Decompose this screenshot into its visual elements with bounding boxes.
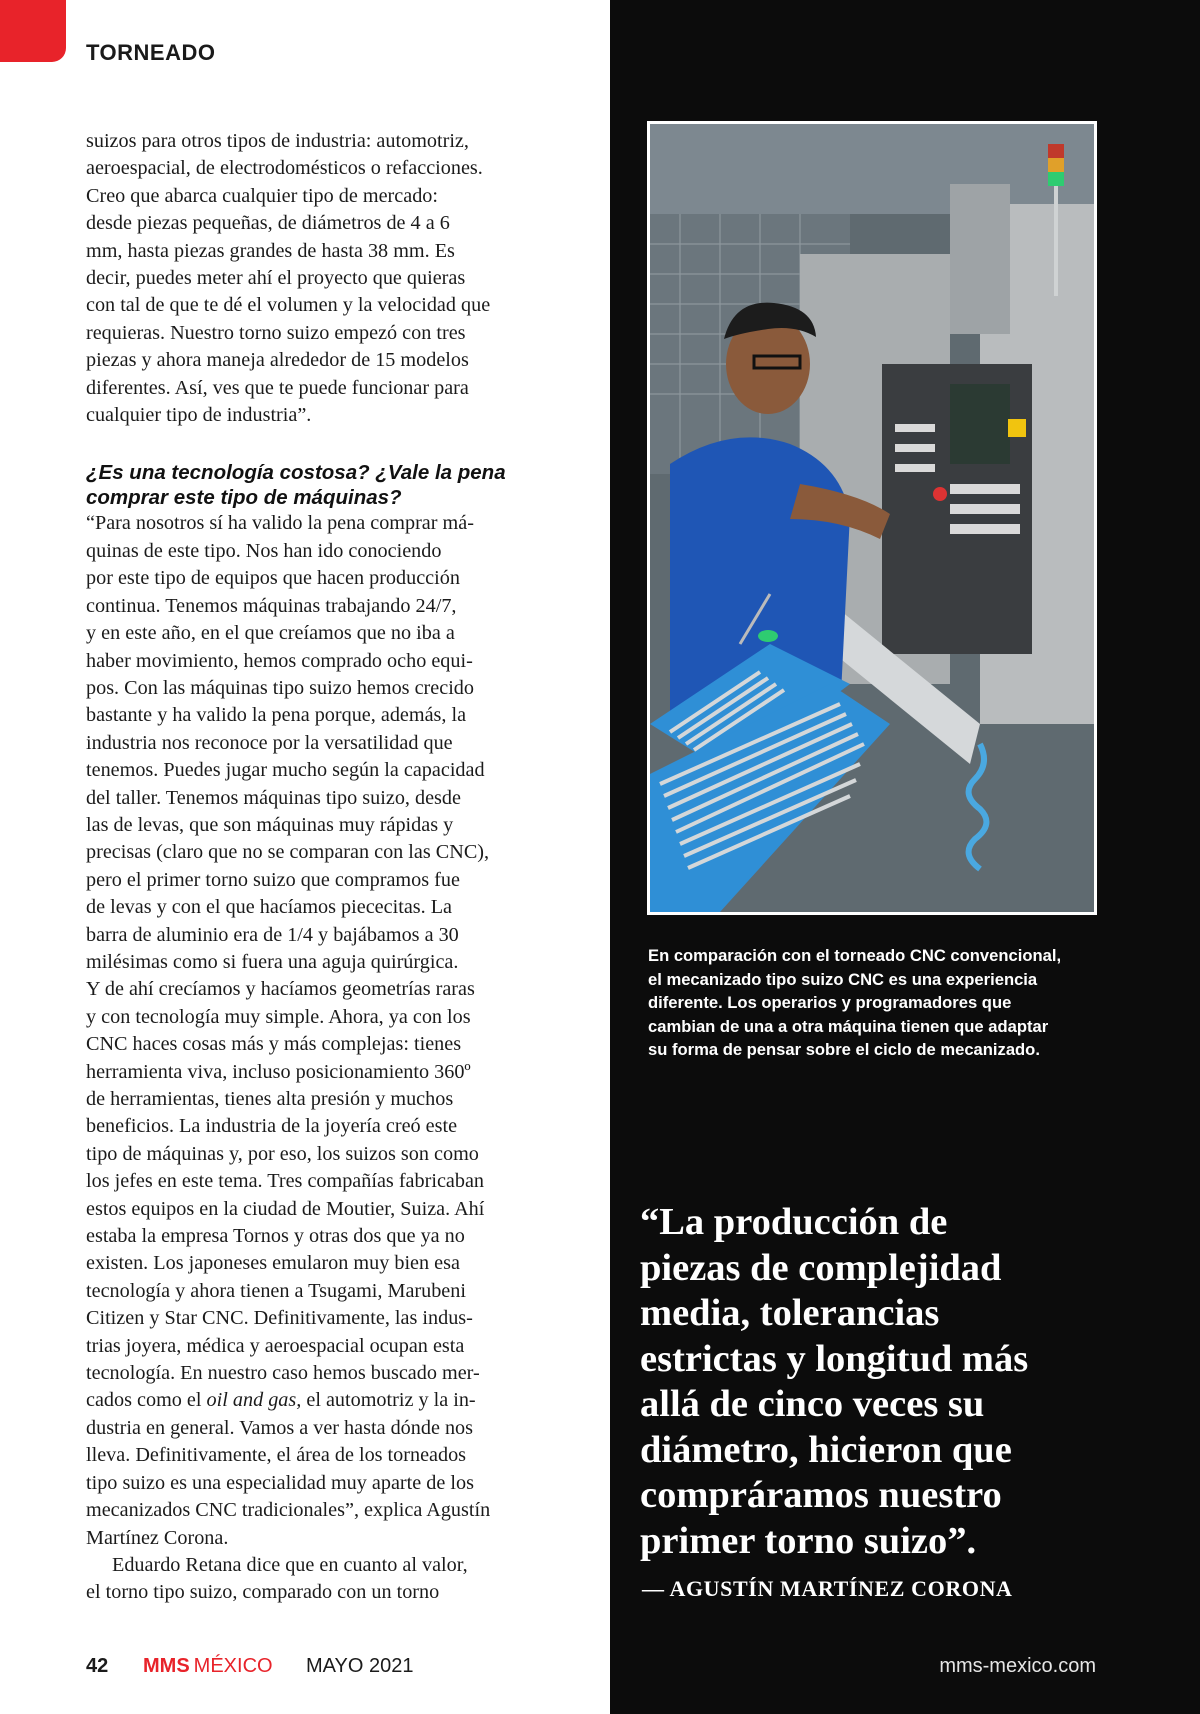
corner-tab: [0, 0, 66, 62]
operator-photo: [647, 121, 1097, 915]
control-screen: [950, 384, 1010, 464]
website-url: mms-mexico.com: [939, 1655, 1096, 1677]
emergency-button: [933, 487, 947, 501]
warning-label: [1008, 419, 1026, 437]
photo-caption: En comparación con el torneado CNC convencional, el mecanizado tipo suizo CNC es una experiencia diferente. Los operarios y programadores que cambian de una a otra máquina tienen que adaptar su forma de pensar sobre el ciclo de mecanizado.: [648, 946, 1062, 1060]
article-body: [86, 128, 566, 1607]
signal-pole: [1054, 186, 1058, 296]
paragraph-2-part-1: “Para nosotros sí ha valido la pena comprar má- quinas de este tipo. Nos han ido conociendo por este tipo de equipos que hacen producción continua. Tenemos máquinas trabajando 24/7, y en este año, en el que creíamos que no iba a haber movimiento, hemos comprado ocho equi- pos. Con las máquinas tipo suizo hemos crecido bastante y ha valido la pena porque, además, la industria nos reconoce por la versatilidad que tenemos. Puedes jugar mucho según la capacidad del taller. Tenemos máquinas tipo suizo, desde las de levas, que son máquinas muy rápidas y precisas (claro que no se comparan con las CNC), pero el primer torno suizo que compramos fue de levas y con el que hacíamos piececitas. La barra de aluminio era de 1/4 y bajábamos a 30 milésimas como si fuera una aguja quirúrgica. Y de ahí crecíamos y hacíamos geometrías raras y con tecnología muy simple. Ahora, ya con los CNC haces cosas más y más complejas: tienes herramienta viva, incluso posicionamiento 360º de herramientas, tienes alta presión y muchos beneficios. La industria de la joyería creó este tipo de máquinas y, por eso, los suizos son como los jefes en este tema. Tres compañías fabricaban estos equipos en la ciudad de Moutier, Suiza. Ahí estaba la empresa Tornos y otras dos que ya no existen. Los japoneses emularon muy bien esa tecnología y ahora tienen a Tsugami, Marubeni Citizen y Star CNC. Definitivamente, las indus- trias joyera, médica y aeroespacial ocupan esta tecnología. En nuestro caso hemos buscado mer- cados como el: [86, 512, 490, 1412]
paragraph-2-part-2: el automotriz y la in- dustria en general. Vamos a ver hasta dónde nos lleva. Definitivamente, el área de los torneados tipo suizo es una especialidad muy aparte de los mecanizados CNC tradicionales”, explica Agustín Martínez Corona.: [86, 1389, 491, 1549]
machine-top: [950, 184, 1010, 334]
question-heading: ¿Es una tecnología costosa? ¿Vale la pena comprar este tipo de máquinas?: [86, 461, 506, 509]
section-label: TORNEADO: [86, 40, 216, 65]
paragraph-1: suizos para otros tipos de industria: automotriz, aeroespacial, de electrodomésticos o refacciones. Creo que abarca cualquier tipo de mercado: desde piezas pequeñas, de diámetros de 4 a 6 mm, hasta piezas grandes de hasta 38 mm. Es decir, puedes meter ahí el proyecto que quieras con tal de que te dé el volumen y la velocidad que requieras. Nuestro torno suizo empezó con tres piezas y ahora maneja alrededor de 15 modelos diferentes. Así, ves que te puede funcionar para cualquier tipo de industria”.: [86, 130, 491, 427]
signal-green: [1048, 172, 1064, 186]
brand-mexico: MÉXICO: [193, 1655, 273, 1677]
green-handle: [758, 630, 778, 642]
magazine-brand: [143, 1655, 273, 1678]
signal-amber: [1048, 158, 1064, 172]
issue-date: MAYO 2021: [306, 1655, 414, 1677]
paragraph-3: Eduardo Retana dice que en cuanto al valor, el torno tipo suizo, comparado con un torno: [86, 1553, 468, 1604]
paragraph-2: [86, 510, 566, 1551]
page-number: 42: [86, 1655, 109, 1677]
quote-attribution: — AGUSTÍN MARTÍNEZ CORONA: [642, 1576, 1013, 1601]
paragraph-2-italic: oil and gas,: [206, 1389, 302, 1412]
photo-illustration: [650, 124, 1094, 912]
ceiling: [650, 124, 1094, 214]
brand-mms: MMS: [143, 1655, 190, 1677]
signal-red: [1048, 144, 1064, 158]
pull-quote: “La producción de piezas de complejidad media, tolerancias estrictas y longitud más allá de cinco veces su diámetro, hicieron que compráramos nuestro primer torno suizo”.: [640, 1201, 1029, 1562]
